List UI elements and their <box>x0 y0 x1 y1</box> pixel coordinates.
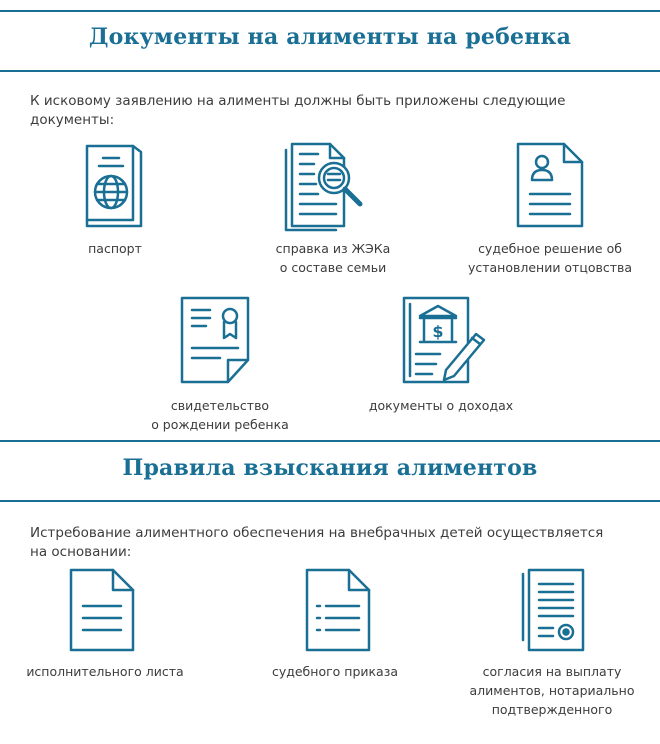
income-documents-icon <box>396 294 492 388</box>
court-decision-label: судебное решение об установлении отцовства <box>467 241 633 275</box>
writ-of-execution-item <box>62 566 142 654</box>
income-documents-label: документы о доходах <box>368 398 514 413</box>
birth-certificate-label: свидетельство о рождении ребенка <box>151 398 289 432</box>
birth-certificate-icon <box>176 294 256 386</box>
court-decision-item <box>510 140 590 232</box>
section1-rule <box>0 70 660 72</box>
housing-certificate-icon <box>278 140 378 232</box>
birth-certificate-item <box>176 294 256 386</box>
top-rule <box>0 10 660 12</box>
notarized-agreement-label: согласия на выплату алиментов, нотариально подтвержденного <box>469 664 635 717</box>
section2-title: Правила взыскания алиментов <box>122 455 538 481</box>
passport-icon <box>79 140 149 230</box>
section2-intro: Истребование алиментного обеспечения на внебрачных детей осуществляется на основании: <box>30 525 604 560</box>
writ-of-execution-icon <box>65 566 139 654</box>
writ-of-execution-label: исполнительного листа <box>26 664 184 679</box>
housing-certificate-item <box>278 140 378 232</box>
notarized-agreement-item <box>516 566 596 654</box>
notarized-agreement-icon <box>519 566 593 654</box>
court-order-label: судебного приказа <box>271 664 399 679</box>
court-decision-icon <box>510 140 590 232</box>
svg-text:$: $ <box>432 322 444 341</box>
section1-intro: К исковому заявлению на алименты должны быть приложены следующие документы: <box>30 93 566 128</box>
court-order-icon <box>301 566 375 654</box>
passport-item <box>78 140 150 230</box>
passport-label: паспорт <box>88 241 142 256</box>
section2-top-rule <box>0 440 660 442</box>
housing-certificate-label: справка из ЖЭКа о составе семьи <box>275 241 391 275</box>
court-order-item <box>298 566 378 654</box>
income-documents-item <box>396 294 492 388</box>
section2-rule <box>0 500 660 502</box>
section1-title: Документы на алименты на ребенка <box>88 24 572 50</box>
